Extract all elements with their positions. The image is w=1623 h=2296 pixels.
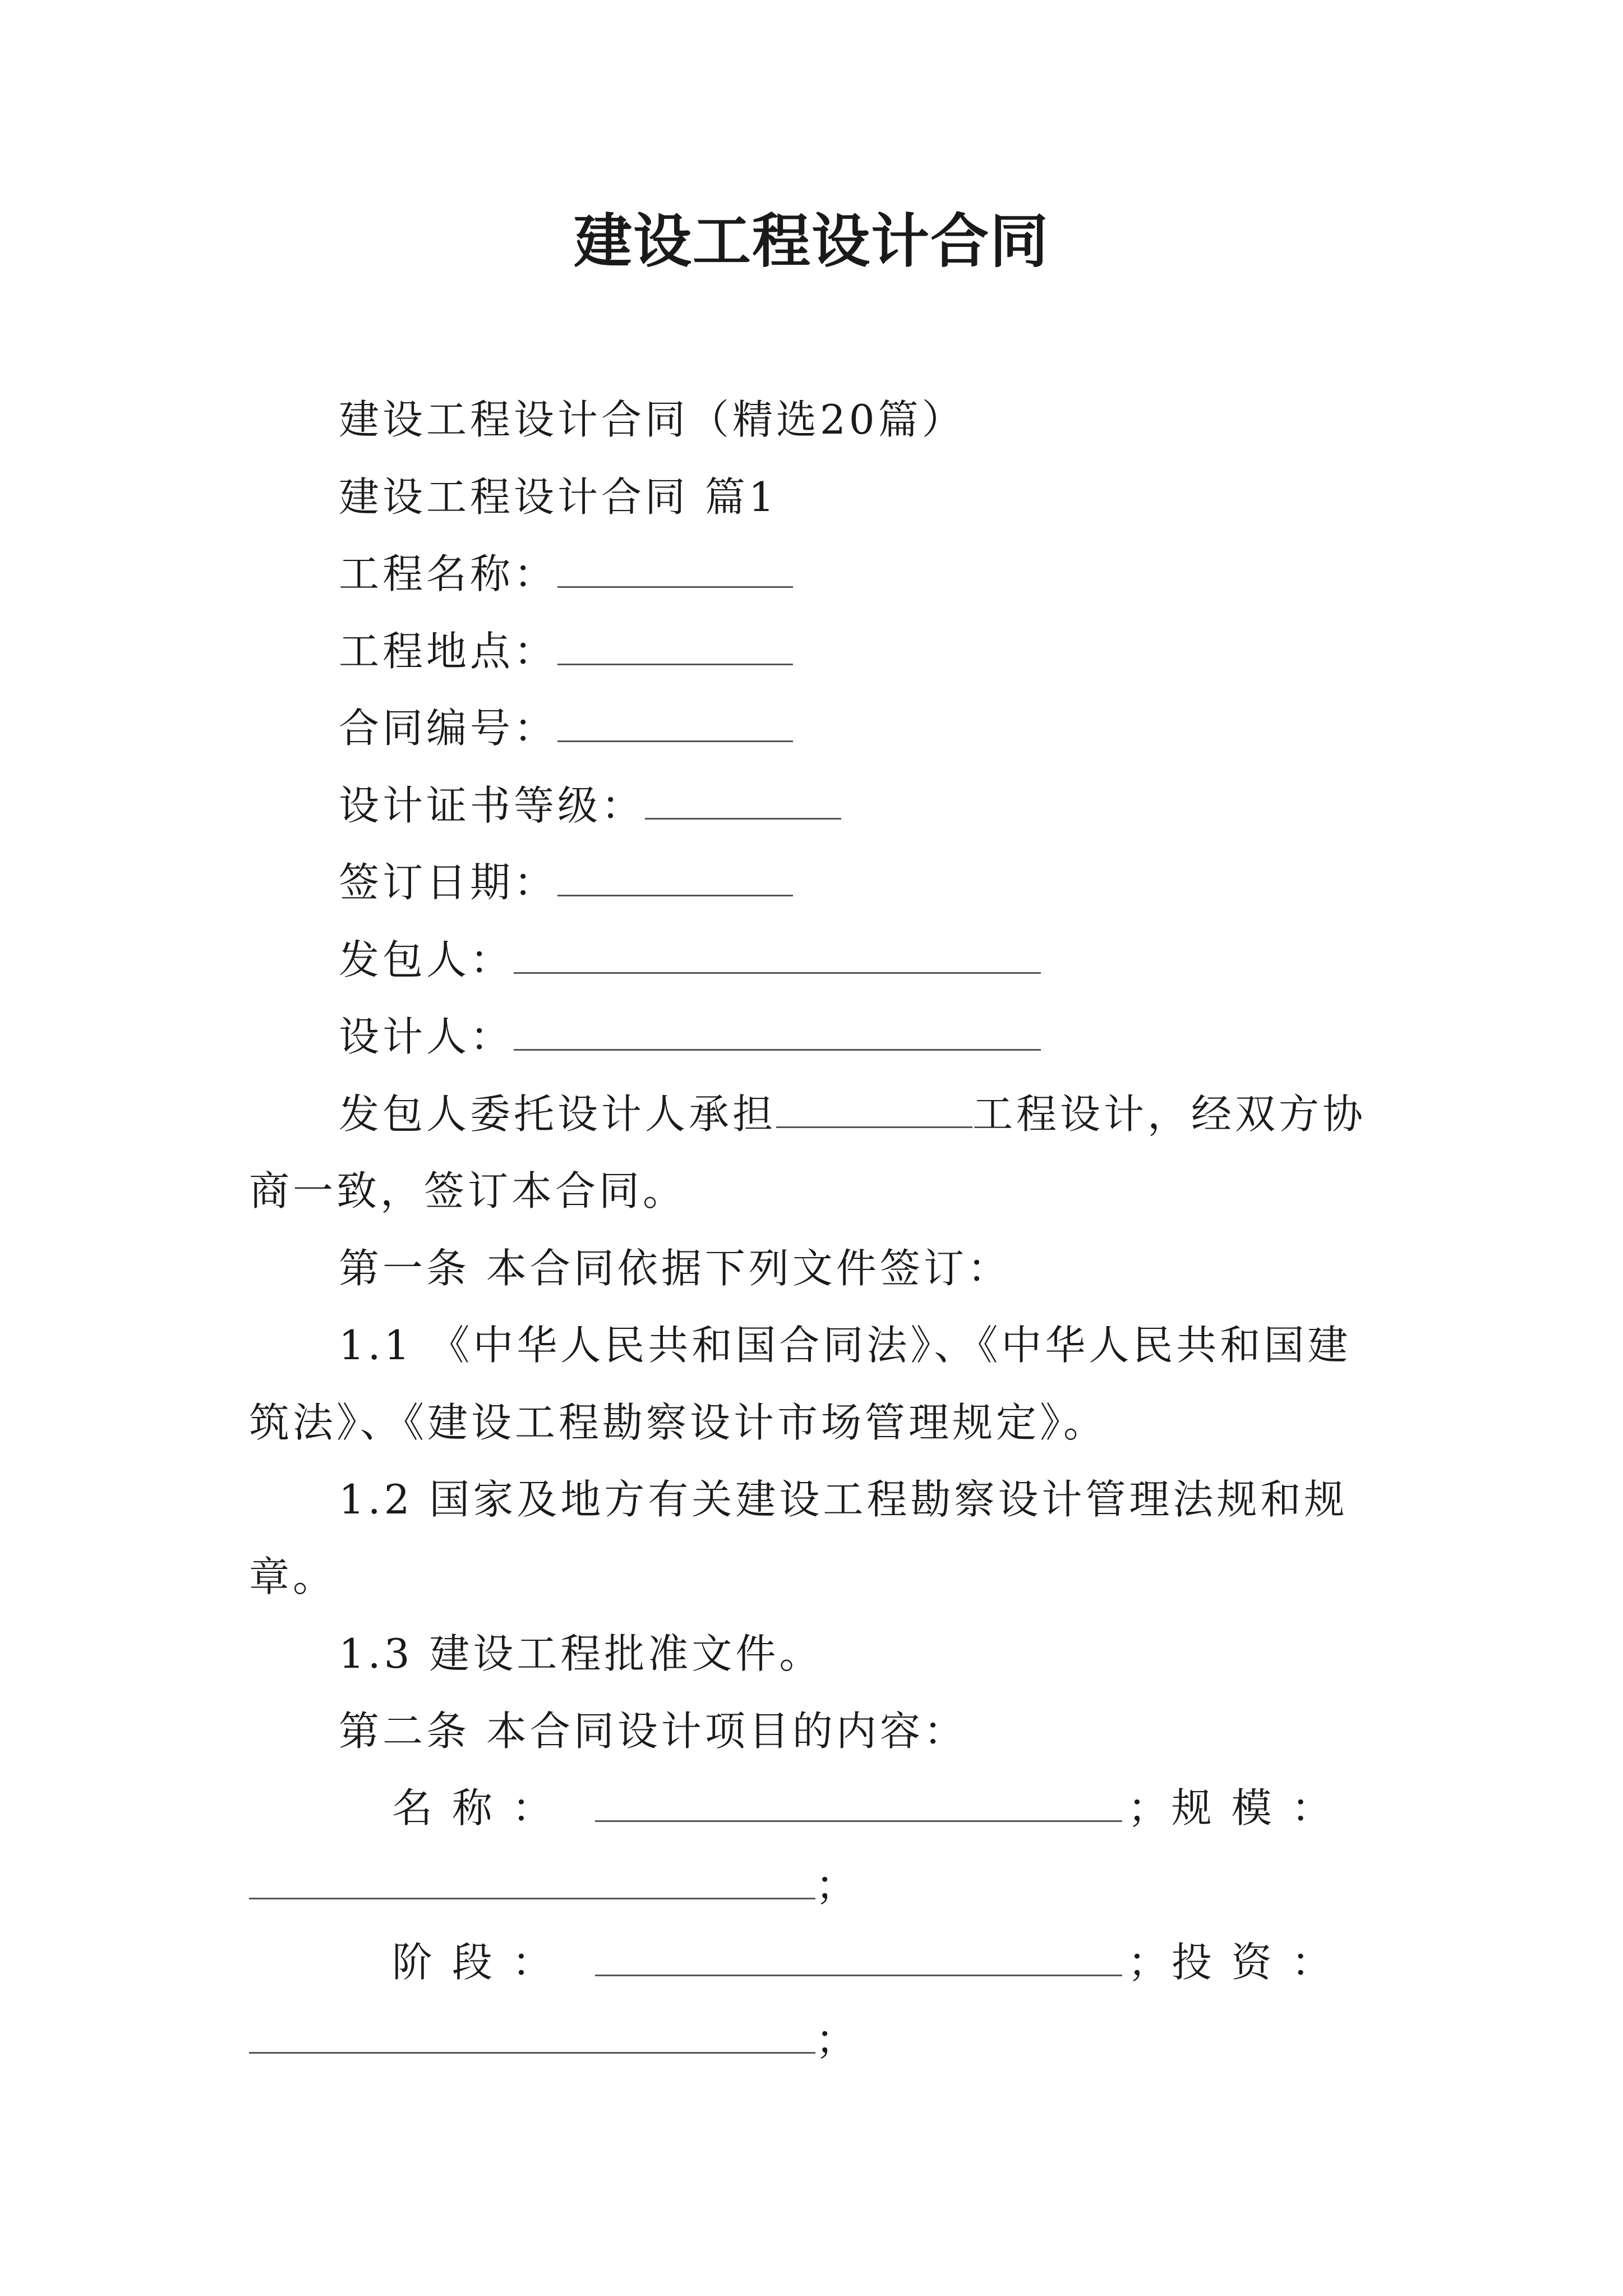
intro-line-1 <box>249 1076 1387 1153</box>
intro-text-b: 工程设计，经双方协 <box>972 1090 1367 1138</box>
intro-line-2: 商一致，签订本合同。 <box>249 1167 687 1214</box>
name-label: 名 称 ： <box>392 1784 556 1832</box>
field-project-location <box>249 613 1387 691</box>
blank-line <box>645 777 841 820</box>
stage-investment-row <box>249 1924 1387 2001</box>
blank-line <box>514 932 1041 974</box>
field-label: 设计人： <box>339 1013 514 1060</box>
field-label: 工程名称： <box>339 550 558 597</box>
field-label: 签订日期： <box>339 859 558 906</box>
end-punct: ； <box>815 1861 860 1909</box>
blank-line <box>249 1857 815 1899</box>
field-sign-date <box>249 844 1387 922</box>
article-1-heading: 第一条 本合同依据下列文件签订： <box>339 1244 1011 1292</box>
end-punct: ； <box>815 2016 860 2063</box>
contract-body <box>249 381 1387 2078</box>
field-label: 设计证书等级： <box>339 781 645 829</box>
blank-line <box>557 623 793 665</box>
stage-label: 阶 段 ： <box>392 1939 556 1986</box>
intro-text-a: 发包人委托设计人承担 <box>339 1090 777 1138</box>
article-1-item-3: 1.3 建设工程批准文件。 <box>339 1630 823 1677</box>
scale-blank-row <box>249 1847 1387 1925</box>
blank-line <box>514 1009 1041 1051</box>
field-client <box>249 922 1387 999</box>
field-cert-level <box>249 767 1387 845</box>
investment-blank-row <box>249 2001 1387 2079</box>
document-subtitle: 建设工程设计合同（精选20篇） <box>339 396 966 443</box>
investment-label: ；投 资 ： <box>1127 1939 1335 1986</box>
field-label: 合同编号： <box>339 705 558 752</box>
blank-line <box>595 1780 1122 1822</box>
field-label: 发包人： <box>339 936 514 983</box>
article-1-item-1: 1.1 《中华人民共和国合同法》、《中华人民共和国建 <box>339 1322 1352 1369</box>
article-1-item-2: 1.2 国家及地方有关建设工程勘察设计管理法规和规 <box>339 1476 1348 1523</box>
blank-line <box>557 546 793 588</box>
blank-line <box>249 2012 815 2054</box>
project-name-scale-row <box>249 1770 1387 1847</box>
field-designer <box>249 999 1387 1076</box>
blank-line <box>557 854 793 896</box>
chapter-heading: 建设工程设计合同 篇1 <box>339 473 778 521</box>
field-project-name <box>249 536 1387 613</box>
blank-line <box>595 1934 1122 1976</box>
document-title: 建设工程设计合同 <box>573 206 1049 275</box>
blank-line <box>776 1086 972 1128</box>
blank-line <box>557 700 793 742</box>
article-2-heading: 第二条 本合同设计项目的内容： <box>339 1707 967 1755</box>
field-contract-no <box>249 690 1387 767</box>
field-label: 工程地点： <box>339 627 558 675</box>
scale-label: ；规 模 ： <box>1127 1784 1335 1832</box>
article-1-item-2-cont: 章。 <box>249 1553 337 1600</box>
article-1-item-1-cont: 筑法》、《建设工程勘察设计市场管理规定》。 <box>249 1398 1108 1446</box>
